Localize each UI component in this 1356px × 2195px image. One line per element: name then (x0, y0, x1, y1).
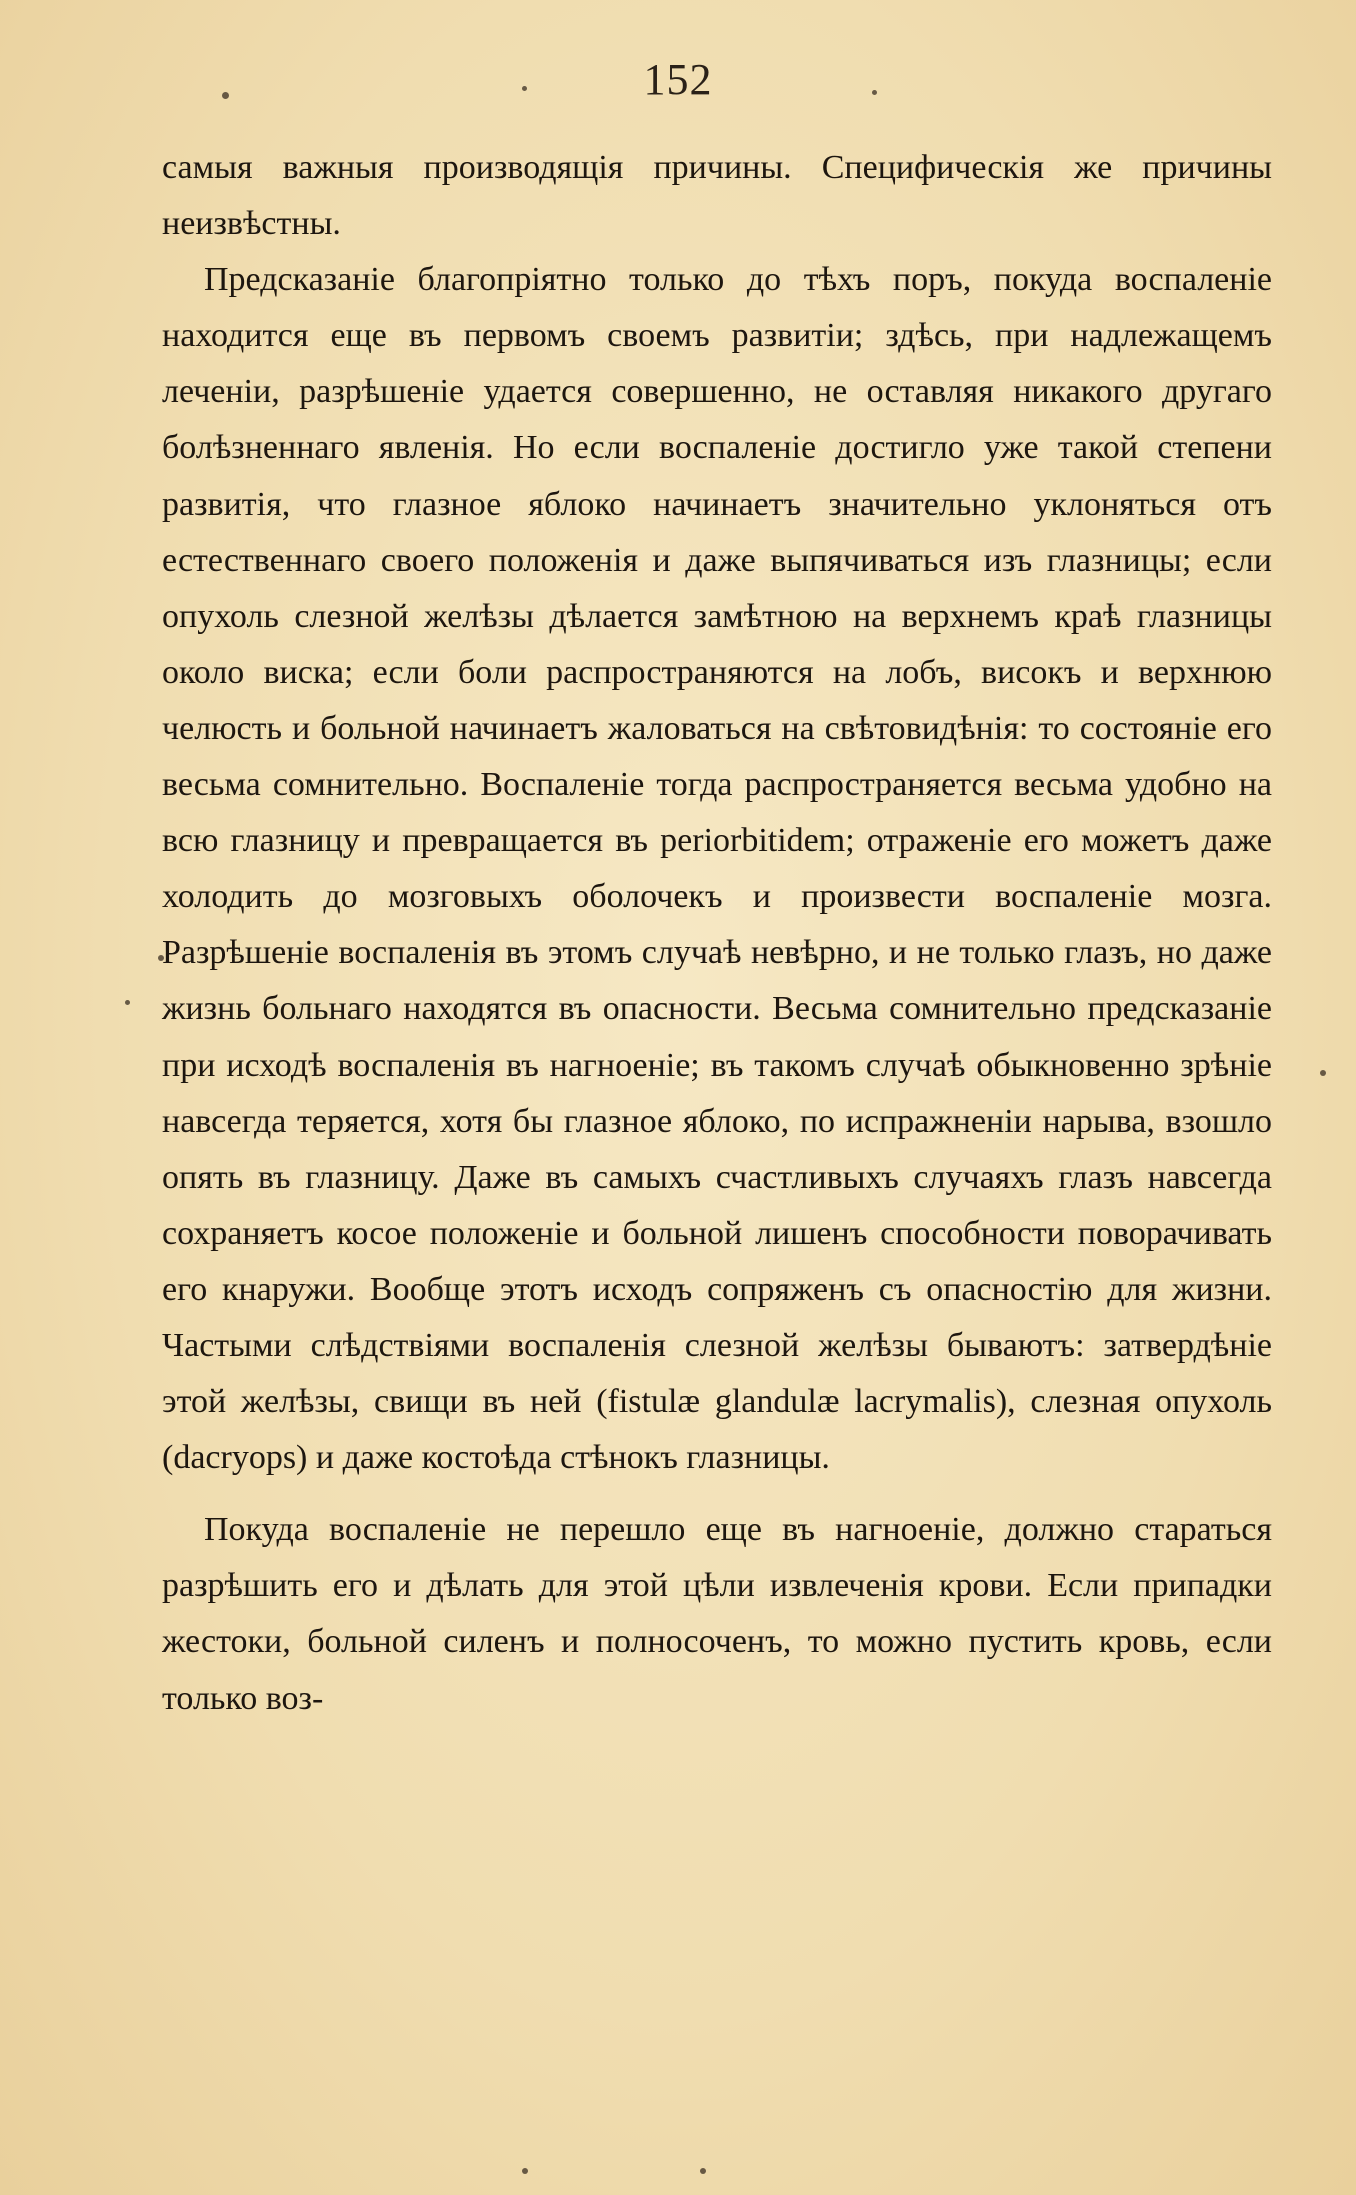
ink-speck (872, 90, 877, 95)
ink-speck (700, 2168, 706, 2174)
paragraph-1: самыя важныя производящія причины. Специфическія же причины неизвѣстны. (162, 149, 1272, 243)
body-text (162, 140, 1272, 1727)
ink-speck (222, 92, 229, 99)
ink-speck (522, 2168, 528, 2174)
paragraph-3: Покуда воспаленіе не перешло еще въ нагноеніе, должно стараться разрѣшить его и дѣлать для этой цѣли извлеченія крови. Если припадки жестоки, больной силенъ и полносоченъ, то можно пустить кровь, если только воз- (162, 1511, 1272, 1717)
ink-speck (1320, 1070, 1326, 1076)
page-number: 152 (643, 55, 713, 104)
paragraph-2: Предсказаніе благопріятно только до тѣхъ поръ, покуда воспаленіе находится еще въ первомъ своемъ развитіи; здѣсь, при надлежащемъ леченіи, разрѣшеніе удается совершенно, не оставляя никакого другаго болѣзненнаго явленія. Но если воспаленіе достигло уже такой степени развитія, что глазное яблоко начинаетъ значительно уклоняться отъ естественнаго своего положенія и даже выпячиваться изъ глазницы; если опухоль слезной желѣзы дѣлается замѣтною на верхнемъ краѣ глазницы около виска; если боли распространяются на лобъ, високъ и верхнюю челюсть и больной начинаетъ жаловаться на свѣтовидѣнія: то состояніе его весьма сомнительно. Воспаленіе тогда распространяется весьма удобно на всю глазницу и превращается въ periorbitidem; отраженіе его можетъ даже холодить до мозговыхъ оболочекъ и произвести воспаленіе мозга. Разрѣшеніе воспаленія въ этомъ случаѣ невѣрно, и не только глазъ, но даже жизнь больнаго находятся въ опасности. Весьма сомнительно предсказаніе при исходѣ воспаленія въ нагноеніе; въ такомъ случаѣ обыкновенно зрѣніе навсегда теряется, хотя бы глазное яблоко, по испражненіи нарыва, взошло опять въ глазницу. Даже въ самыхъ счастливыхъ случаяхъ глазъ навсегда сохраняетъ косое положеніе и больной лишенъ способности поворачивать его кнаружи. Вообще этотъ исходъ сопряженъ съ опасностію для жизни. Частыми слѣдствіями воспаленія слезной желѣзы бываютъ: затвердѣніе этой желѣзы, свищи въ ней (fistulæ glandulæ lacrymalis), слезная опухоль (dacryops) и даже костоѣда стѣнокъ глазницы. (162, 261, 1272, 1477)
paragraph-gap (162, 1486, 1272, 1502)
ink-speck (125, 1000, 130, 1005)
ink-speck (522, 86, 527, 91)
